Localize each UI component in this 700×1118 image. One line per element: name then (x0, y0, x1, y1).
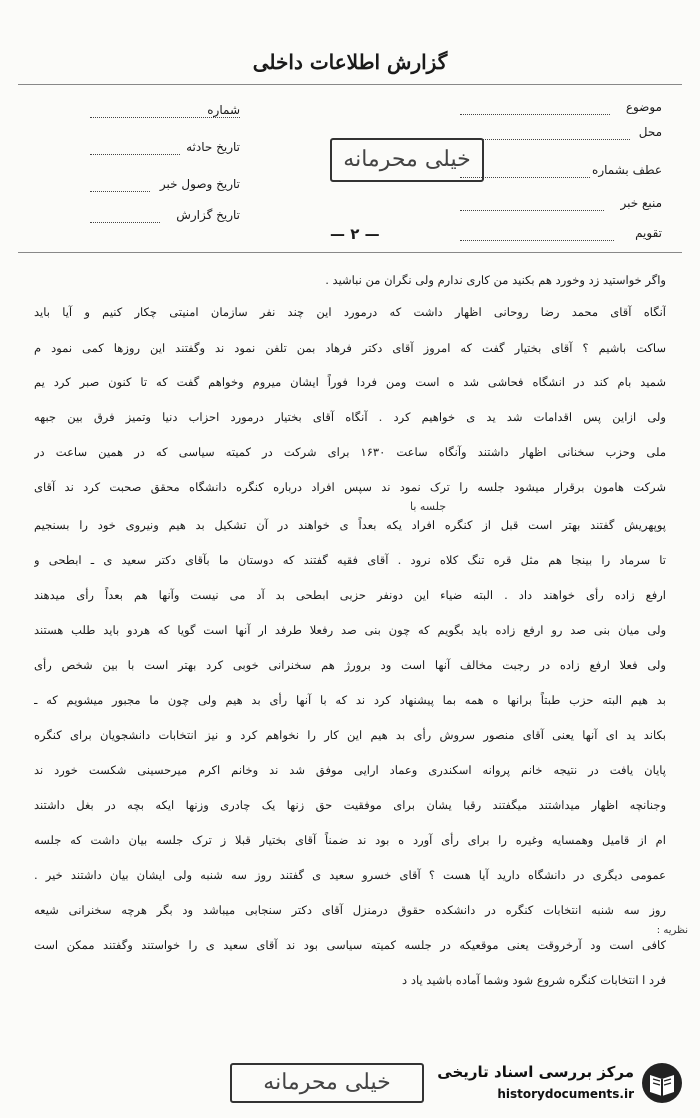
body-line: بد هیم البته حزب طبتاً برانها ه همه بما پیشنهاد کرد ند که با آنها رأی بد هیم ولی چون ما مجبور میشویم که ـ (34, 693, 666, 707)
field-reference-label: عطف بشماره (592, 163, 662, 177)
body-line: وجنانچه اظهار میداشتند میگفتند رقبا یشان برای موفقیت حق زنها یک چادری وزنها ایکه بچه در بغل داشتند (34, 798, 666, 812)
field-report-date-label: تاریخ گزارش (176, 208, 240, 222)
body-line: پایان یافت در نتیجه خانم پروانه اسکندری وعماد ارایی موفق شد ند وخانم اکرم میرحسینی شکست خورد ند (34, 763, 666, 777)
body-line: ولی میان بنی صد رو ارفع زاده باید بگویم که چون بنی صد رفعلا طرفد ار آنها است گویا که هردو باید طلب هستند (34, 623, 666, 637)
title-rule (18, 84, 682, 85)
archive-name: مرکز بررسی اسناد تاریخی (437, 1063, 634, 1081)
body-line: بکاند ید ای آنها یعنی آقای منصور سروش رأی بد هیم این کار را نخواهم کرد و نیز انتخابات دانشجویان برای کنگره (34, 728, 666, 742)
body-line: شمید بام کند در انشگاه فحاشی شد ه است ومن فردا فوراً ایشان میروم وخواهم گفت که تا کنون صبر کرد یم (34, 375, 666, 389)
body-line: ولی ازاین پس اقدامات شد ید ی خواهیم کرد . آنگاه آقای بختیار درمورد احزاب دنیا وتمیز فرق بین جبهه (34, 410, 666, 424)
margin-note-opinion: نظریه : (656, 925, 688, 936)
document-title: گزارش اطلاعات داخلی (252, 50, 448, 74)
book-icon (640, 1061, 684, 1105)
classification-stamp-top: خیلی محرمانه (330, 138, 484, 182)
header-rule (18, 252, 682, 253)
field-location-label: محل (638, 125, 662, 139)
body-line: واگر خواستید زد وخورد هم بکنید من کاری ندارم ولی نگران من نباشید . (325, 273, 666, 287)
body-line: تا سرماد را بینجا هم مثل قره تنگ کلاه نرود . آقای فقیه گفتند که دوستان ما بآقای دکتر سعید ی ـ ابطحی و (34, 553, 666, 567)
body-line: ساکت باشیم ؟ آقای بختیار گفت که امروز آقای دکتر فرهاد بمن تلفن نمود ند وگفتند این روزها کمی نمود م (34, 341, 666, 355)
field-source-line (460, 210, 604, 211)
field-subject-line (460, 114, 610, 115)
body-line: روز سه شنبه انتخابات کنگره در دانشکده حقوق درمنزل آقای دکتر سنجابی میباشد ود بگر هرچه سخنرانی شیعه (34, 903, 666, 917)
body-line: پوپهریش گفتند بهتر است قبل از کنگره افراد یکه بعداً ی خواهند در آن تشکیل بد هیم ونیروی خود را بسنجیم (34, 518, 666, 532)
body-line: ارفع زاده رأی خواهند داد . البته ضیاء این دونفر حزبی ابطحی بد آد می نیست وآنها هم بعداً رأی میدهند (34, 588, 666, 602)
body-line: ولی فعلا ارفع زاده در رجبت مخالف آنها است ود برورژ هم سخنرانی خوبی کرد بهتر است با بین شخص رأی (34, 658, 666, 672)
field-incident-date-label: تاریخ حادثه (186, 140, 240, 154)
field-received-date-label: تاریخ وصول خبر (159, 177, 240, 191)
body-line: ام از قامیل وهمسایه وغیره را برای رأی آورد ه بود ند ضمناً آقای بختیار قبلا ز ترک جلسه بیان داشت که جلسه (34, 833, 666, 847)
body-line: شرکت هامون برقرار میشود جلسه را ترک نمود ند سپس افراد درباره کنگره دانشگاه محقق صحبت کرد ند آقای (34, 480, 666, 494)
classification-stamp-bottom: خیلی محرمانه (230, 1063, 424, 1103)
field-subject-label: موضوع (625, 100, 662, 114)
field-number-label: شماره (207, 103, 240, 117)
archive-logo (392, 1055, 692, 1115)
field-received-date-line (90, 191, 150, 192)
field-incident-date-line (90, 154, 180, 155)
field-source-label: منبع خبر (620, 196, 662, 210)
body-line: کافی است ود آرخروقت یعنی موقعیکه در جلسه کمیته سیاسی بود ند آقای سعید ی را خواستند وگفتند ممکن است (34, 938, 666, 952)
archive-url[interactable]: historydocuments.ir (497, 1087, 634, 1101)
field-calendar-label: تقویم (635, 226, 662, 240)
field-report-date-line (90, 222, 160, 223)
page-number: — ۲ — (330, 225, 380, 243)
field-number-line (90, 117, 240, 118)
body-line: عمومی دیگری در دانشگاه دارید آیا هست ؟ آقای خسرو سعید ی گفتند روز سه شنبه ولی ایشان بیان داشتند خیر . (34, 868, 666, 882)
field-calendar-line (460, 240, 614, 241)
body-line: فرد ا انتخابات کنگره شروع شود وشما آماده باشید یاد د (402, 973, 666, 987)
inline-insert-note: جلسه با (410, 500, 447, 513)
body-line: ملی وحزب سخنانی اظهار داشتند وآنگاه ساعت ۱۶۳۰ برای شرکت در کمیته سیاسی که در همین ساعت در (34, 445, 666, 459)
field-location-line (460, 139, 630, 140)
body-line: آنگاه آقای محمد رضا روحانی اظهار داشت که درمورد این چند نفر سازمان امنیتی چکار کنیم و آیا باید (34, 305, 666, 319)
